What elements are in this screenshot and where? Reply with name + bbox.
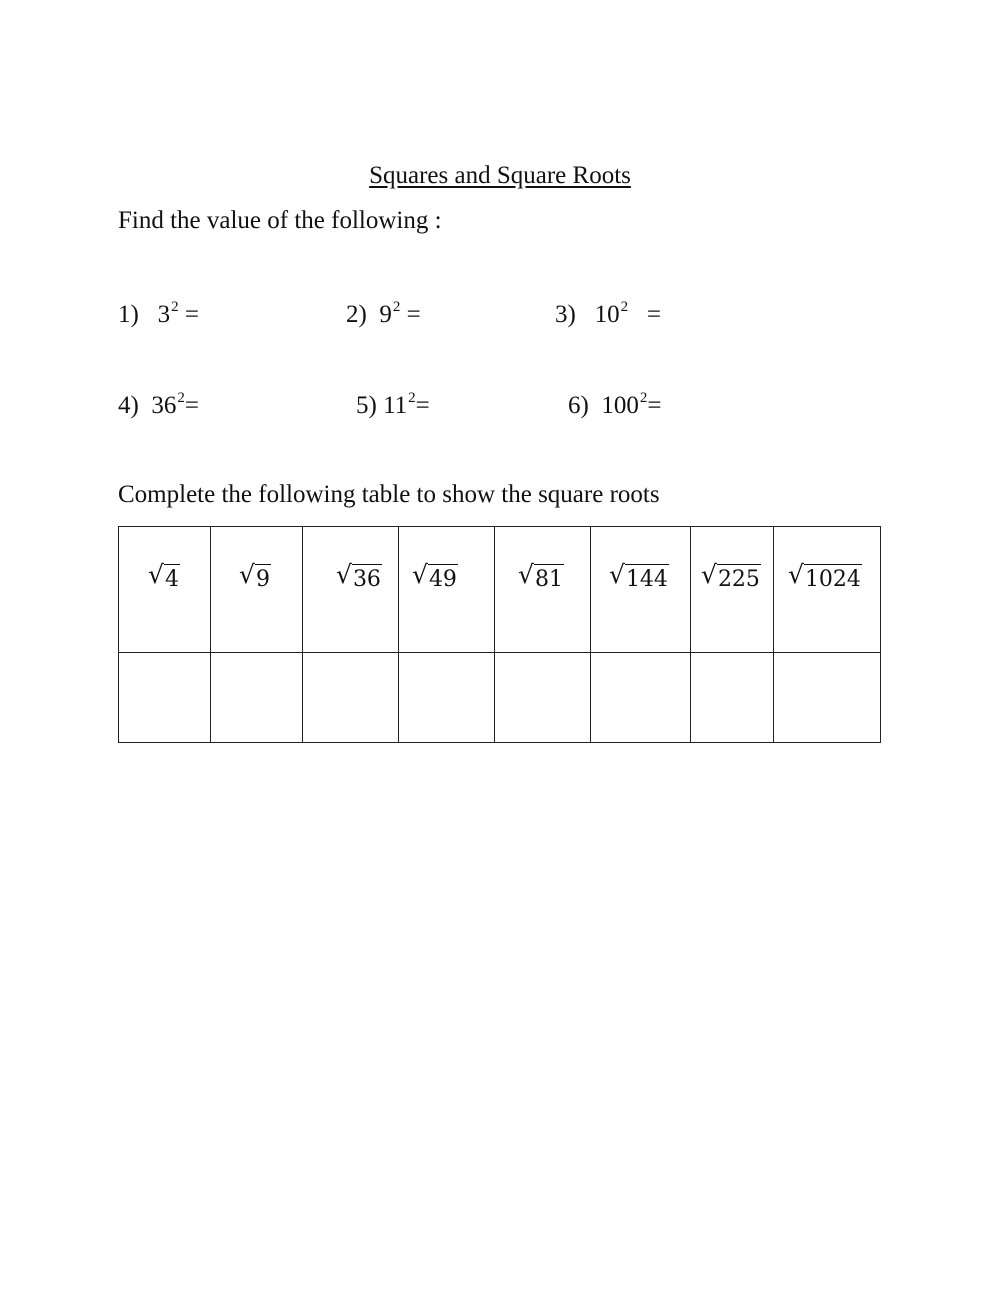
radicand: 81: [534, 564, 564, 591]
radicand: 36: [352, 564, 382, 591]
root-cell-4: [399, 527, 495, 653]
instruction-squares: Find the value of the following :: [118, 207, 442, 234]
radicand: 4: [164, 564, 180, 591]
answer-cell-8[interactable]: [774, 653, 881, 743]
root-cell-5: [495, 527, 591, 653]
radical-symbol: √: [518, 560, 534, 589]
worksheet-title: Squares and Square Roots: [369, 162, 631, 189]
question-1: 1) $3^2$ =: [118, 299, 199, 328]
answer-cell-6[interactable]: [591, 653, 691, 743]
root-cell-7: [691, 527, 774, 653]
answer-cell-1[interactable]: [119, 653, 211, 743]
radicand: 225: [717, 564, 761, 591]
question-3: 3) $10^2$ =: [555, 299, 661, 328]
radicand: 144: [625, 564, 669, 591]
root-cell-6: [591, 527, 691, 653]
instruction-roots: Complete the following table to show the square roots: [118, 481, 660, 508]
radical-symbol: √: [609, 560, 625, 589]
question-2: 2) $9^2$ =: [346, 299, 421, 328]
question-4: 4) $36^2=$: [118, 390, 199, 419]
radicand: 9: [255, 564, 271, 591]
radical-symbol: √: [239, 560, 255, 589]
answer-cell-7[interactable]: [691, 653, 774, 743]
answer-cell-4[interactable]: [399, 653, 495, 743]
answer-cell-5[interactable]: [495, 653, 591, 743]
root-cell-3: [303, 527, 399, 653]
radical-symbol: √: [336, 560, 352, 589]
question-6: 6) $100^2=$: [568, 390, 662, 419]
radicand: 1024: [804, 564, 862, 591]
root-cell-1: [119, 527, 211, 653]
radicand: 49: [428, 564, 458, 591]
root-cell-2: [211, 527, 303, 653]
radical-symbol: √: [701, 560, 717, 589]
question-5: 5) $11^2=$: [356, 390, 430, 419]
square-roots-table: [118, 526, 881, 743]
root-cell-8: [774, 527, 881, 653]
radical-symbol: √: [412, 560, 428, 589]
answer-cell-3[interactable]: [303, 653, 399, 743]
answer-cell-2[interactable]: [211, 653, 303, 743]
radical-symbol: √: [788, 560, 804, 589]
radical-symbol: √: [148, 560, 164, 589]
